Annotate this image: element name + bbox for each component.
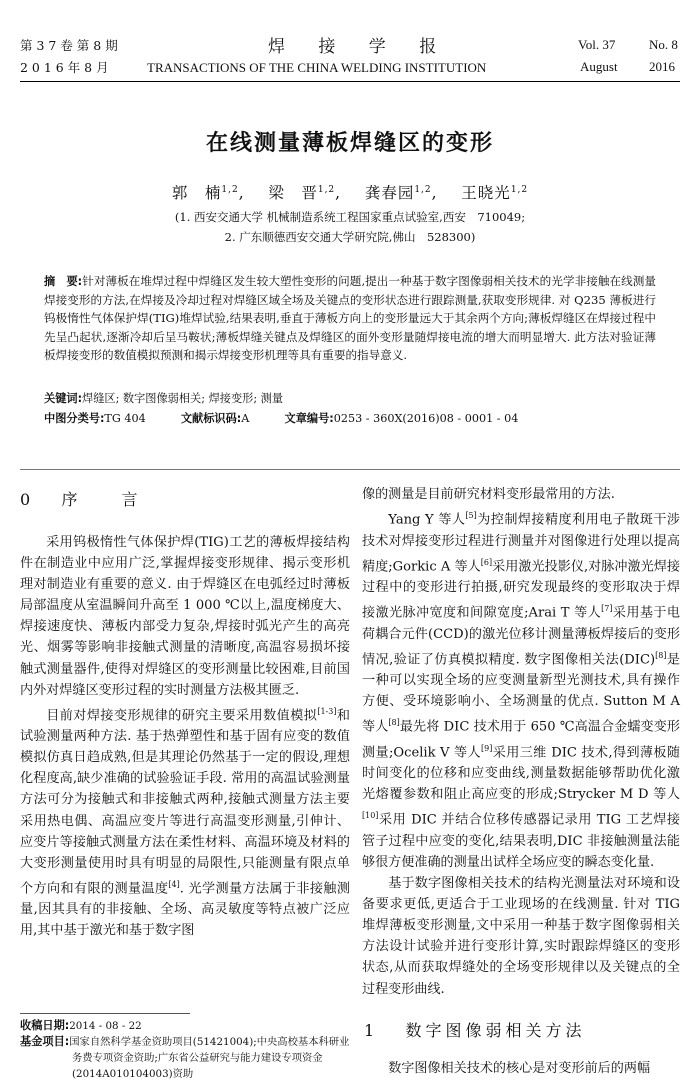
right-column [362,484,680,1000]
section-heading-1 [364,1018,585,1041]
paragraph: 采用钨极惰性气体保护焊(TIG)工艺的薄板焊接结构件在制造业中应用广泛,掌握焊接变形规律、揭示变形机理对制造业有重要的意义. 由于焊缝区在电弧经过时薄板局部温度从室温瞬间升高至 1 000 ℃以上,温度梯度大、焊接速度快、薄板内部受力复杂,焊接时弧光产生的高亮光、烟雾等影响非接触式测量的清晰度,高温容易损坏接触式测量器件,使得对焊缝区的变形测量比较困难,目前国内外对焊缝区变形过程的实时测量方法极其匮乏. [20,535,350,698]
text-run: 目前对焊接变形规律的研究主要采用数值模拟 [46,708,318,724]
text-run: 采用激光投影仪,对脉冲激光焊接过程中的变形进行拍摄,研究发现最终的变形取决于焊接激光脉冲宽度和间隙宽度;Arai T 等人 [362,559,680,621]
section-number: 1 [364,1021,379,1040]
citation: [4] [168,879,180,889]
abstract [44,272,656,364]
section-title: 数字图像弱相关方法 [405,1021,586,1040]
text-run: 采用 DIC 并结合位移传感器记录用 TIG 工艺焊接管子过程中应变的变化,结果表明,DIC 非接触测量法能够很方便准确的测量出试样全场应变的瞬态变化量. [362,812,680,871]
author-name: 郭 楠 [171,184,222,202]
footnote-rule [20,1013,190,1014]
classification-line [44,410,518,426]
section-heading-0 [20,487,141,510]
article-number-value: 0253 - 360X(2016)08 - 0001 - 04 [333,412,519,425]
paper-title: 在线测量薄板焊缝区的变形 [205,130,494,156]
funding-text: 国家自然科学基金资助项目(51421004);中央高校基本科研业务费专项资金资助;广东省公益研究与能力建设专项资金(2014A010104003)资助 [69,1036,350,1080]
received-value: 2014 - 08 - 22 [69,1020,142,1032]
article-number-label: 文章编号: [284,412,334,425]
citation: [8] [655,650,667,660]
paragraph: 数字图像相关技术的核心是对变形前后的两幅 [388,1061,651,1076]
journal-title-en: TRANSACTIONS OF THE CHINA WELDING INSTITUTION [147,60,487,75]
header-year-en: 2016 [649,59,675,74]
text-run: 为控制焊接精度利用电子散斑干涉技术对焊接变形过程进行测量并对图像进行处理以提高精度;Gorkic A 等人 [362,512,681,574]
header-rule [20,81,680,82]
funding [20,1034,350,1082]
text-run: 是一种可以实现全场的应变测量新型光测技术,具有操作方便、受环境影响小、全场测量的优点. Sutton M A 等人 [362,652,680,735]
keywords-text: 焊缝区; 数字图像弱相关; 焊接变形; 测量 [82,392,284,405]
citation: [6] [480,557,493,567]
citation: [8] [388,718,400,728]
abstract-text: 针对薄板在堆焊过程中焊缝区发生较大塑性变形的问题,提出一种基于数字图像弱相关技术的光学非接触在线测量焊接变形的方法,在焊接及冷却过程对焊缝区域全场及关键点的变形状态进行跟踪测量,获取变形规律. 对 Q235 薄板进行钨极惰性气体保护焊(TIG)堆焊试验,结果表明,垂直于薄板方向上的变形量远大于其余两个方向;薄板焊缝区在焊接过程中先呈凸起状,逐渐冷却后呈马鞍状;薄板焊缝关键点及焊缝区的面外变形量随焊接电流的增大而明显增大. 此方法对验证薄板焊接变形的数值模拟预测和揭示焊接变形机理等具有重要的指导意义. [44,274,656,362]
journal-title-cn: 焊 接 学 报 [268,37,451,57]
funding-label: 基金项目: [20,1035,70,1048]
citation: [5] [465,511,477,521]
text-run: Yang Y 等人 [388,512,466,528]
abstract-divider [20,469,680,470]
author-list: 郭 楠$^{1,2}$, 梁 晋$^{1,2}$, 龚春园$^{1,2}$, 王晓光$^{1,2}$ [171,184,529,202]
clc-label: 中图分类号: [44,412,105,425]
text-run: 最先将 DIC 技术用于 650 ℃高温合金蠕变变形测量;Ocelik V 等人 [362,719,681,761]
paragraph: 像的测量是目前研究材料变形最常用的方法. [362,487,615,502]
citation: [1-3] [317,706,337,716]
header-month-en: August [580,59,618,74]
clc-value: TG 404 [104,412,146,425]
doc-code-value: A [241,412,250,425]
author-name: 梁 晋 [268,184,318,202]
text-run: 和试验测量两种方法. 基于热弹塑性和基于固有应变的数值模拟仿真日趋成熟,但是其理论仍然基于一定的假设,理想化程度高,缺少准确的试验验证手段. 常用的高温试验测量方法可分为接触式和非接触式两种,接触式测量方法主要采用热电偶、高温应变片等进行高温变形测量,引伸计、应变片等接触式测量方法在柔性材料、高温环境及材料的大变形测量使用时具有明显的局限性,只能测量有限点单个方向和有限的测量温度 [20,708,351,897]
affiliation-line: 2. 广东顺德西安交通大学研究院,佛山 528300) [224,230,476,244]
section-title: 序 言 [61,490,142,509]
abstract-label: 摘 要: [44,275,83,288]
author-affiliation-mark: 1,2 [414,184,432,195]
author-name: 龚春园 [364,184,415,202]
left-column [20,532,350,942]
author-affiliation-mark: 1,2 [221,184,239,195]
received-date [20,1018,350,1034]
citation: [10] [362,811,379,821]
citation: [9] [481,743,493,753]
header-date: 2 0 1 6 年 8 月 [20,60,109,75]
affiliation-line: (1. 西安交通大学 机械制造系统工程国家重点试验室,西安 710049; [174,210,526,224]
paragraph [362,505,680,873]
keywords [44,390,283,406]
right-column-continued [362,1058,680,1079]
paragraph [20,701,350,942]
author-affiliation-mark: 1,2 [510,184,529,195]
doc-code-label: 文献标识码: [180,412,242,425]
header-volume-issue: 第 3 7 卷 第 8 期 [20,38,118,53]
text-run: 采用基于电荷耦合元件(CCD)的激光位移计测量薄板焊接后的变形情况,验证了仿真模拟精度. 数字图像相关法(DIC) [362,605,680,668]
text-run: . 光学测量方法属于非接触测量,因其具有的非接触、全场、高灵敏度等特点被广泛应用,其中基于激光和基于数字图 [20,881,350,939]
paragraph: 基于数字图像相关技术的结构光测量法对环境和设备要求更低,更适合于工业现场的在线测量. 针对 TIG 堆焊薄板变形测量,文中采用一种基于数字图像弱相关方法设计试验并进行变形计算,实时跟踪焊缝区的变形状态,从而获取焊缝处的全场变形规律以及关键点的全过程变形曲线. [362,876,680,997]
section-number: 0 [20,490,35,509]
author-name: 王晓光 [461,184,511,202]
citation: [7] [601,604,613,614]
author-affiliation-mark: 1,2 [317,184,336,195]
header-vol-en: Vol. 37 [578,37,616,52]
text-run: 采用三维 DIC 技术,得到薄板随时间变化的位移和应变曲线,测量数据能够帮助优化激光熔覆参数和阻止高应变的形成;Strycker M D 等人 [362,745,680,803]
received-label: 收稿日期: [20,1019,70,1032]
keywords-label: 关键词: [44,392,83,405]
header-no-en: No. 8 [649,37,678,52]
